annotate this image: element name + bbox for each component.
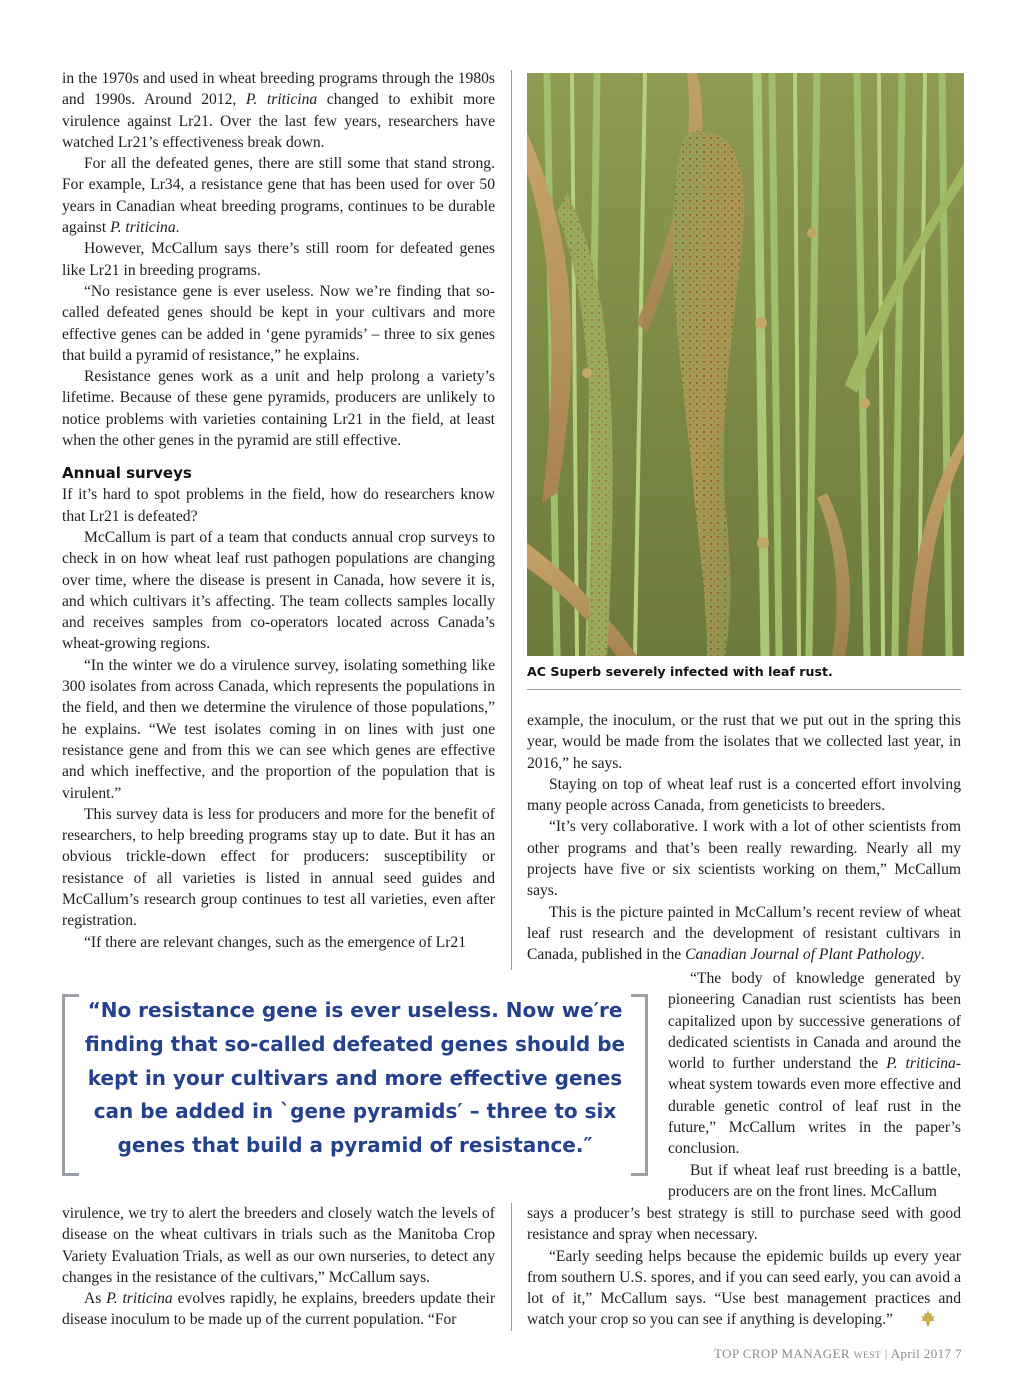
paragraph: example, the inoculum, or the rust that we put out in the spring this year, would be made from the isolates that we collected last year, in 2016,” he says.: [527, 712, 961, 772]
wheat-field-illustration: [527, 73, 964, 656]
paragraph: “In the winter we do a virulence survey, isolating something like 300 isolates from across Canada, which represents the populations in the field, and then we determine the virulence of those populations,” he explains. “We test isolates coming in on lines with just one resistance gene and from this we can see which genes are effective and which ineffective, and the proportion of the population that is virulent.”: [62, 656, 495, 802]
text: “Early seeding helps because the epidemic builds up every year from southern U.S. spores, and if you can seed early, you can avoid a lot of it,” McCallum says. “Use best management practices and watch your crop so you can see if anything is developing.”: [527, 1247, 961, 1329]
paragraph: However, McCallum says there’s still room for defeated genes like Lr21 in breeding programs.: [62, 240, 495, 279]
text: .: [920, 946, 925, 964]
left-column-bottom: [62, 1203, 495, 1331]
pull-quote-text: “No resistance gene is ever useless. Now we′re finding that so-called defeated genes should be kept in your cultivars and more effective genes can be added in `gene pyramids′ – three to six genes that build a pyramid of resistance.″: [84, 998, 626, 1158]
right-column-middle: [527, 710, 961, 966]
italic-text: P. triticina: [110, 219, 176, 237]
paragraph: This survey data is less for producers and more for the benefit of researchers, to help breeding programs stay up to date. But it has an obvious trickle-down effect for producers: susceptibility or resistance of all varieties is listed in annual seed guides and McCallum’s research group continues to test all varieties, even after registration.: [62, 805, 495, 930]
text: .: [175, 219, 180, 237]
text: This is the picture painted in McCallum’s recent review of wheat leaf rust research and the development of resistant cultivars in Canada, published in the: [527, 903, 961, 964]
text: As: [84, 1290, 107, 1308]
paragraph: says a producer’s best strategy is still to purchase seed with good resistance and spray when necessary.: [527, 1205, 961, 1244]
section-heading: Annual surveys: [62, 464, 192, 483]
paragraph: “It’s very collaborative. I work with a lot of other scientists from other programs and that’s been really rewarding. Nearly all my projects have five or six scientists working on them,” McCallum says.: [527, 818, 961, 900]
paragraph: [527, 902, 961, 966]
text: “The body of knowledge generated by pioneering Canadian rust scientists has been capitalized upon by successive generations of dedicated scientists in Canada and around the world to further understand the: [668, 970, 961, 1073]
right-column-narrow: [668, 968, 961, 1202]
paragraph: [668, 968, 961, 1160]
column-divider: [511, 1203, 512, 1331]
paragraph: McCallum is part of a team that conducts annual crop surveys to check in on how wheat leaf rust pathogen populations are changing over time, where the disease is present in Canada, how severe it is, and which cultivars it’s affecting. The team collects samples locally and receives samples from co-operators located across Canada’s wheat-growing regions.: [62, 528, 495, 653]
paragraph: “If there are relevant changes, such as the emergence of Lr21: [84, 933, 466, 951]
caption-divider: [527, 689, 961, 690]
photo-caption: AC Superb severely infected with leaf rust.: [527, 664, 833, 679]
text: evolves rapidly, he explains, breeders update their disease inoculum to be made up of the current population. “For: [62, 1290, 496, 1329]
paragraph: [62, 68, 495, 153]
wheat-leaf-rust-photo: [527, 73, 964, 656]
italic-text: P. triticina: [106, 1290, 173, 1308]
paragraph: Resistance genes work as a unit and help prolong a variety’s lifetime. Because of these gene pyramids, producers are unlikely to notice problems with varieties containing Lr21 in the field, at least when the other genes in the pyramid are still effective.: [62, 368, 495, 450]
right-column-bottom: [527, 1203, 961, 1334]
paragraph: Staying on top of wheat leaf rust is a concerted effort involving many people across Canada, from geneticists to breeders.: [527, 775, 961, 815]
paragraph: [62, 1288, 495, 1331]
paragraph: virulence, we try to alert the breeders and closely watch the levels of disease on the wheat cultivars in trials such as the Manitoba Crop Variety Evaluation Trials, as well as our own nurseries, to detect any changes in the resistance of the cultivars,” McCallum says.: [62, 1205, 495, 1286]
italic-text: Canadian Journal of Plant Pathology: [685, 946, 921, 964]
left-column-top: [62, 68, 495, 953]
text: -wheat system towards even more effective and durable genetic control of leaf rust in the future,” McCallum writes in the paper’s conclusion.: [668, 1055, 962, 1158]
text: in the 1970s and used in wheat breeding programs through the 1980s and 1990s. Around 2012,: [62, 70, 495, 109]
page-number: 7: [955, 1346, 962, 1361]
paragraph: [527, 1246, 961, 1334]
paragraph: If it’s hard to spot problems in the field, how do researchers know that Lr21 is defeated?: [62, 486, 495, 525]
column-divider: [511, 70, 512, 970]
footer-separator: |: [884, 1346, 888, 1361]
text: changed to exhibit more virulence against Lr21. Over the last few years, researchers have watched Lr21’s effectiveness break down.: [62, 91, 495, 151]
italic-text: P. triticina: [245, 91, 318, 109]
italic-text: P. triticina: [886, 1055, 956, 1073]
paragraph: “No resistance gene is ever useless. Now we’re finding that so-called defeated genes should be kept in your cultivars and more effective genes can be added in ‘gene pyramids’ – three to six genes that build a pyramid of resistance,” he explains.: [62, 282, 495, 364]
paragraph: [62, 153, 495, 238]
magazine-edition: WEST: [853, 1351, 882, 1361]
issue-date: April 2017: [890, 1346, 952, 1361]
page-footer: [714, 1346, 962, 1362]
text: For all the defeated genes, there are still some that stand strong. For example, Lr34, a resistance gene that has been used for over 50 years in Canadian wheat breeding programs, continues to be durable against: [62, 155, 495, 237]
maple-leaf-icon: [897, 1309, 937, 1333]
paragraph: But if wheat leaf rust breeding is a battle, producers are on the front lines. McCallum: [668, 1161, 961, 1200]
magazine-name: TOP CROP MANAGER: [714, 1346, 850, 1361]
pull-quote: [62, 994, 648, 1170]
